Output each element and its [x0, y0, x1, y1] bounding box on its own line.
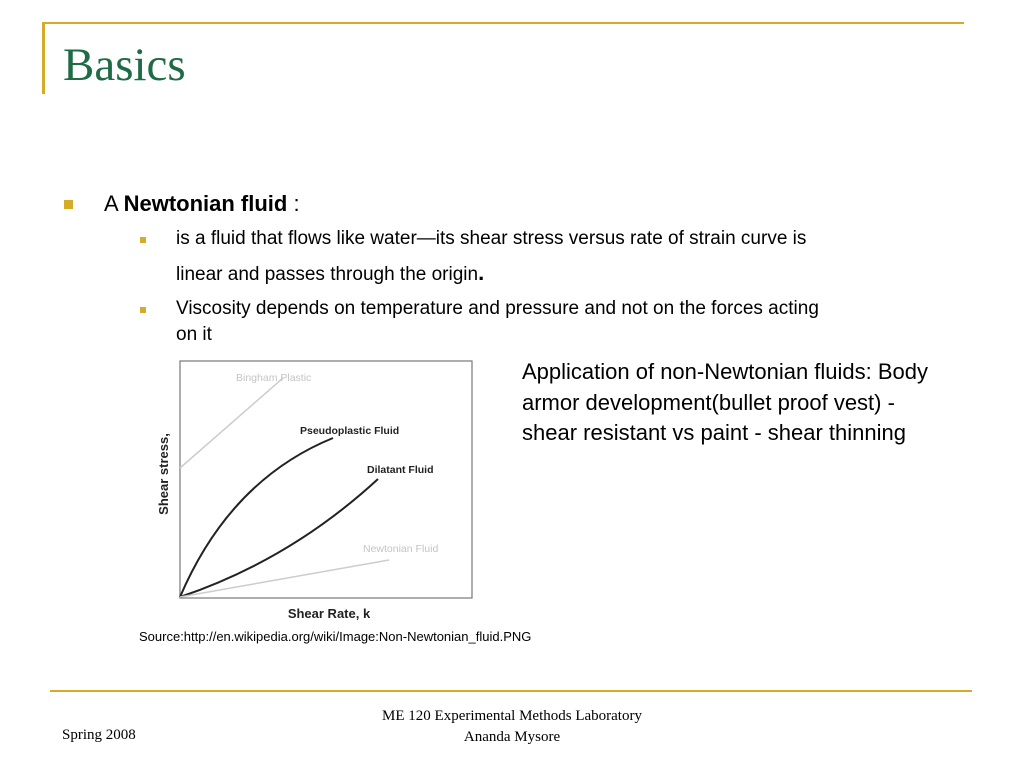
bullet-square-icon [64, 200, 73, 209]
bullet-suffix: : [293, 191, 300, 216]
newtonian-label: Newtonian Fluid [363, 543, 439, 555]
bullet-prefix: A [104, 191, 118, 216]
sub-bullet-1-period: . [478, 260, 485, 285]
footer-divider [50, 690, 972, 692]
bingham-plastic-label: Bingham Plastic [236, 372, 312, 384]
sub-bullet-2-line1: Viscosity depends on temperature and pressure and not on the forces acting [176, 298, 819, 319]
y-axis-label: Shear stress, [156, 433, 171, 515]
sub-bullet-1-line1: is a fluid that flows like water—its shear stress versus rate of strain curve is [176, 228, 807, 249]
footer-date: Spring 2008 [62, 727, 136, 743]
footer-course [312, 706, 712, 748]
accent-frame-left [42, 22, 45, 94]
footer-course-title: ME 120 Experimental Methods Laboratory [382, 708, 642, 724]
pseudoplastic-label: Pseudoplastic Fluid [300, 425, 400, 437]
main-bullet-text [104, 190, 300, 218]
slide-title: Basics [63, 39, 186, 91]
sub-bullet-square-icon [140, 307, 146, 313]
sub-bullet-1-text: linear and passes through the origin [176, 264, 479, 285]
sub-bullet-1-line2 [176, 256, 966, 292]
sub-bullet-2-line2: on it [176, 324, 212, 345]
plot-frame [180, 361, 472, 598]
x-axis-label: Shear Rate, k [287, 606, 371, 621]
application-note: Application of non-Newtonian fluids: Body armor development(bullet proof vest) - shear resistant vs paint - shear thinning [522, 359, 929, 445]
footer-author: Ananda Mysore [463, 729, 561, 745]
fluid-shear-chart [150, 350, 490, 630]
accent-frame-top [42, 22, 964, 24]
bullet-bold-term: Newtonian fluid [123, 191, 288, 216]
chart-svg [150, 350, 490, 630]
sub-bullet-square-icon [140, 237, 146, 243]
dilatant-label: Dilatant Fluid [367, 464, 434, 476]
source-citation: Source:http://en.wikipedia.org/wiki/Image:Non-Newtonian_fluid.PNG [139, 629, 532, 644]
